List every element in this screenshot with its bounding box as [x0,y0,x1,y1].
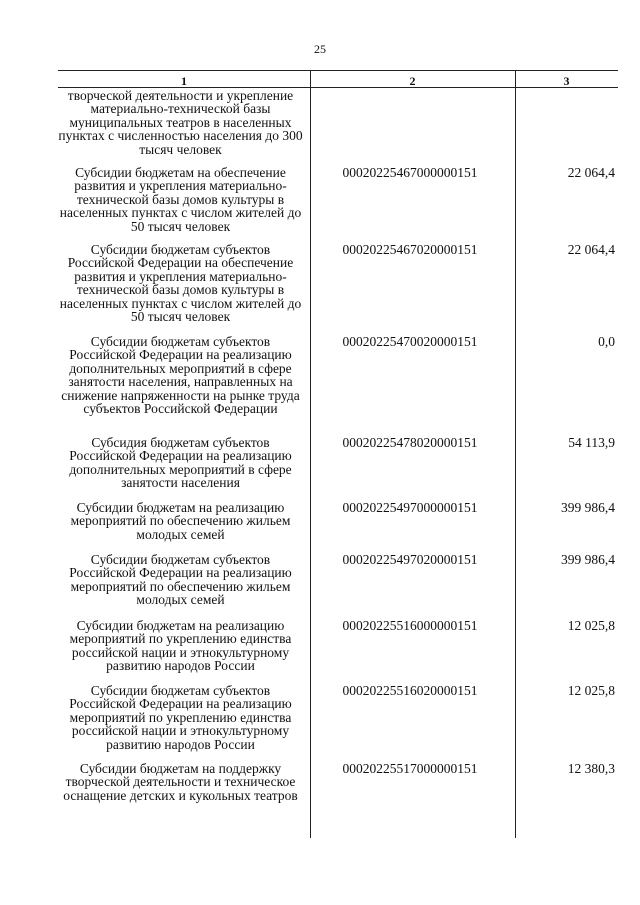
row-code: 00020225467000000151 [342,165,478,180]
row-name: Субсидии бюджетам субъектов Российской Федерации на обеспечение развития и укрепления материально-технической базы домов культуры в населенных пунктах с числом жителей до 50 тысяч человек [59,242,302,325]
row-amount: 0,0 [598,334,615,349]
column-header-2: 2 [409,74,416,88]
row-code: 00020225478020000151 [342,435,478,450]
row-code: 00020225467020000151 [342,242,478,257]
row-name: творческой деятельности и укрепление материально-технической базы муниципальных театров в населенных пунктах с численностью населения до 300 тысяч человек [58,88,303,157]
row-amount: 22 064,4 [567,242,615,257]
row-code: 00020225516000000151 [342,618,478,633]
row-amount: 12 025,8 [567,618,615,633]
row-amount: 399 986,4 [561,500,615,515]
row-code: 00020225497000000151 [342,500,478,515]
row-code: 00020225497020000151 [342,552,478,567]
row-name: Субсидии бюджетам субъектов Российской Федерации на реализацию мероприятий по укреплению единства российской нации и этнокультурному развитию народов России [69,683,292,752]
row-name: Субсидии бюджетам на реализацию мероприятий по обеспечению жильем молодых семей [70,500,291,542]
row-amount: 399 986,4 [561,552,615,567]
row-name: Субсидии бюджетам на поддержку творческой деятельности и техническое оснащение детских и кукольных театров [63,761,298,803]
column-divider-2 [515,70,516,838]
row-name: Субсидии бюджетам субъектов Российской Федерации на реализацию мероприятий по обеспечению жильем молодых семей [69,552,292,608]
row-code: 00020225516020000151 [342,683,478,698]
row-code: 00020225517000000151 [342,761,478,776]
row-name: Субсидии бюджетам на обеспечение развития и укрепления материально-технической базы домов культуры в населенных пунктах с числом жителей до 50 тысяч человек [59,165,302,234]
column-header-1: 1 [181,74,187,88]
row-amount: 12 025,8 [567,683,615,698]
column-header-3: 3 [563,74,570,88]
row-name: Субсидии бюджетам на реализацию мероприятий по укреплению единства российской нации и этнокультурному развитию народов России [69,618,292,674]
table-top-border [58,70,618,71]
row-amount: 22 064,4 [567,165,615,180]
row-amount: 54 113,9 [568,435,615,450]
row-name: Субсидия бюджетам субъектов Российской Федерации на реализацию дополнительных мероприятий в сфере занятости населения [69,435,292,491]
page-number: 25 [314,42,326,56]
row-amount: 12 380,3 [567,761,615,776]
row-name: Субсидии бюджетам субъектов Российской Федерации на реализацию дополнительных мероприятий в сфере занятости населения, направленных на снижение напряженности на рынке труда субъектов Российской Федерации [61,334,300,417]
row-code: 00020225470020000151 [342,334,478,349]
column-divider-1 [310,70,311,838]
